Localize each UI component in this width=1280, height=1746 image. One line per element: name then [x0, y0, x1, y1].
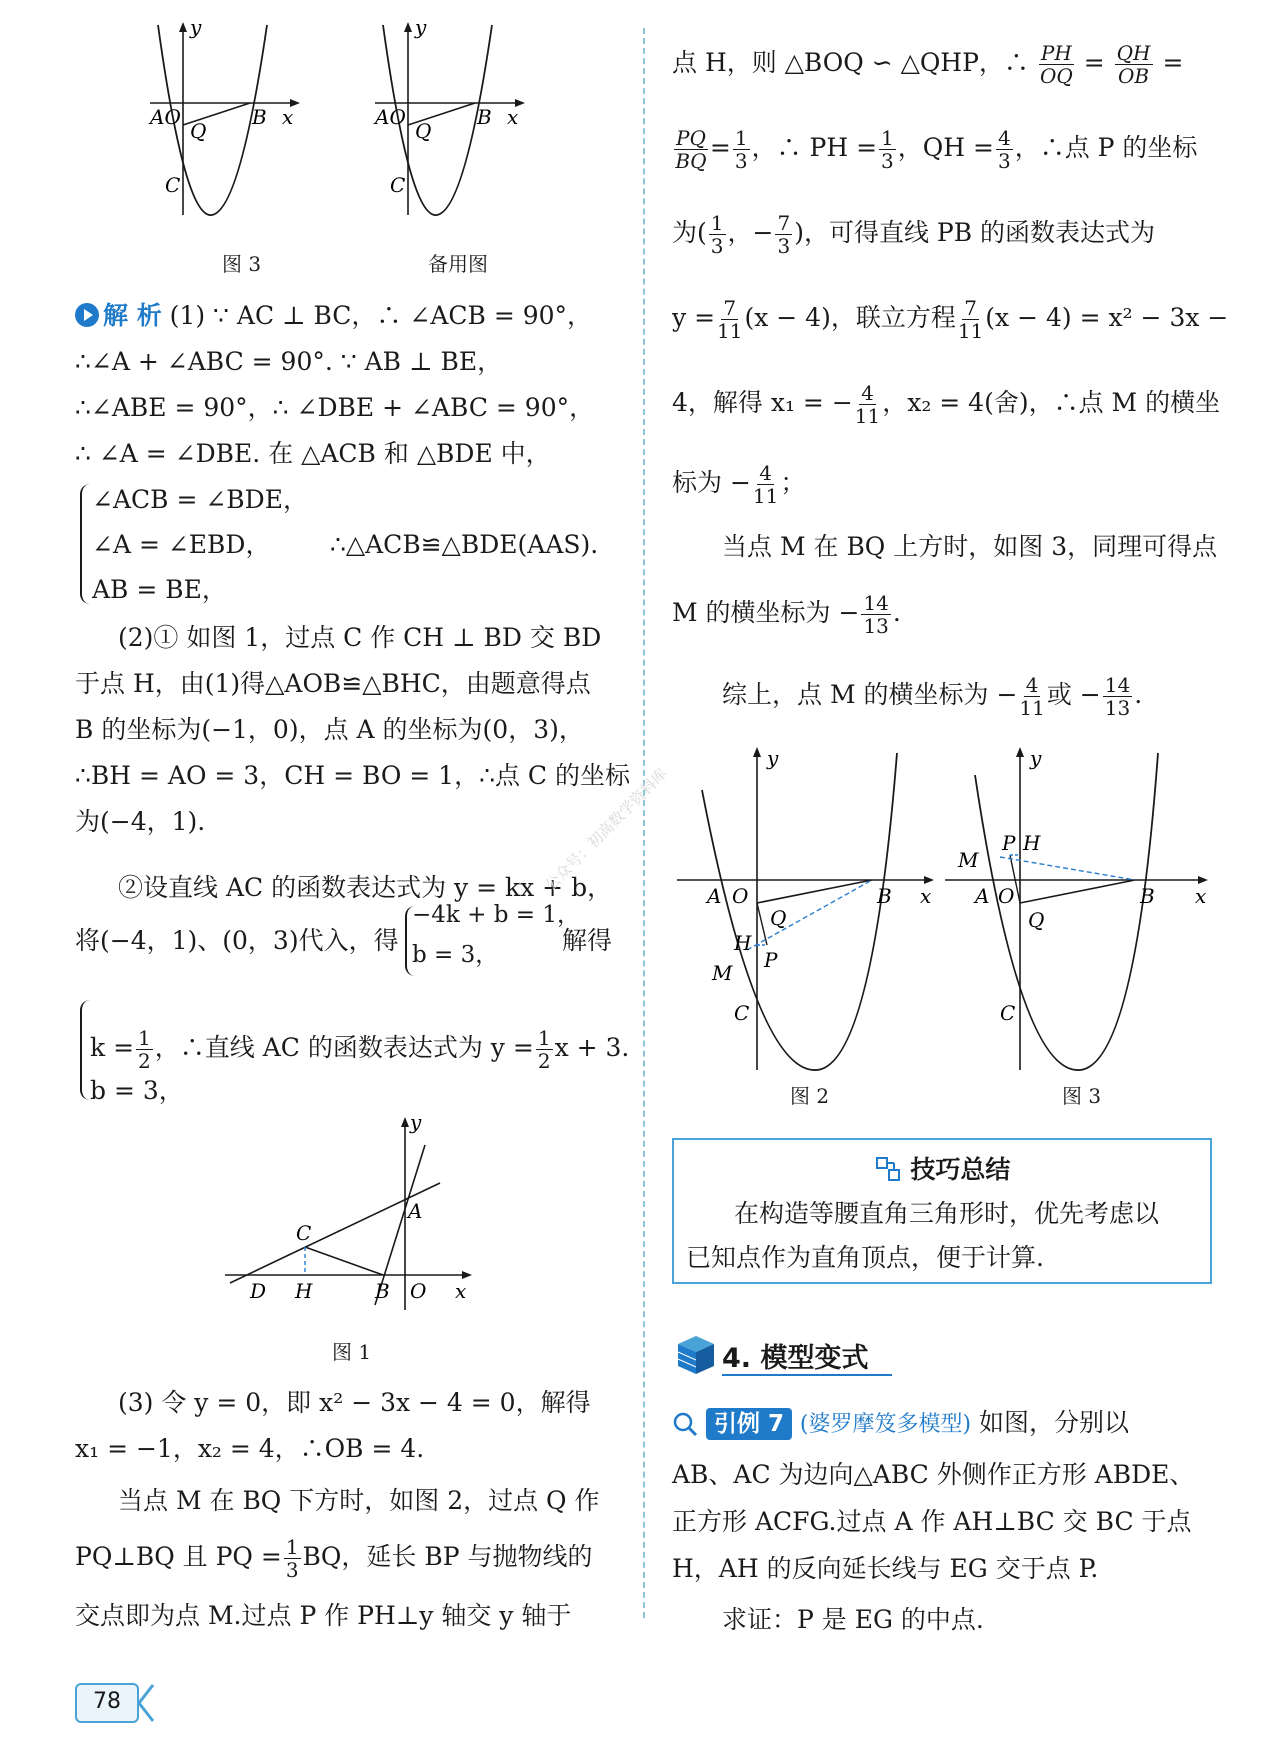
analysis-line-8: ∴BH = AO = 3，CH = BO = 1，∴点 C 的坐标: [75, 761, 630, 790]
right-line-2: [672, 125, 1197, 172]
figure-3-right: [940, 745, 1215, 1075]
right-line-3: [672, 210, 1155, 257]
den: 2: [537, 1049, 551, 1073]
text: x + 3.: [554, 1033, 630, 1062]
solution-line-2: b = 3，: [90, 1076, 184, 1105]
text: BQ，延长 BP 与抛物线的: [302, 1542, 593, 1571]
svg-text:x: x: [455, 1279, 467, 1303]
svg-text:C: C: [165, 173, 181, 197]
svg-text:C: C: [390, 173, 406, 197]
fraction-pq-bq: [674, 127, 708, 172]
den: 3: [285, 1558, 299, 1582]
text: (x − 4)，联立方程: [744, 303, 956, 332]
num: 1: [710, 211, 724, 235]
svg-text:P: P: [1002, 831, 1016, 855]
magnifier-icon: [672, 1411, 698, 1437]
den: 11: [1019, 696, 1045, 720]
right-line-6: [672, 460, 805, 507]
svg-text:x: x: [1195, 884, 1207, 908]
tips-icon: [874, 1155, 902, 1183]
figure-backup: [365, 20, 565, 240]
figure-2-caption: 图 2: [790, 1084, 830, 1108]
analysis-line-6: 于点 H，由(1)得△AOB≌△BHC，由题意得点: [75, 669, 591, 698]
system2-line-1: −4k + b = 1，: [412, 902, 580, 928]
den: 3: [997, 149, 1011, 173]
svg-text:Q: Q: [1028, 908, 1045, 932]
svg-text:H: H: [734, 931, 752, 955]
figure-3-right-caption: 图 3: [1062, 1084, 1102, 1108]
svg-text:y: y: [410, 1115, 422, 1134]
svg-text:B: B: [252, 105, 267, 129]
svg-text:x: x: [507, 105, 519, 129]
tips-line-1: 在构造等腰直角三角形时，优先考虑以: [734, 1199, 1160, 1228]
right-line-8: [672, 590, 901, 637]
svg-text:P: P: [764, 948, 778, 972]
system-line-3: AB = BE，: [92, 575, 227, 604]
analysis-line-2: ∴∠A + ∠ABC = 90°. ∵ AB ⊥ BE，: [75, 347, 503, 376]
text: 4，解得 x₁ = −: [672, 388, 853, 417]
equals: =: [709, 133, 731, 162]
num: PH: [1040, 41, 1072, 65]
system2-line-2: b = 3，: [412, 942, 499, 968]
svg-text:A: A: [975, 884, 990, 908]
fraction-1-3b: [879, 127, 896, 172]
text: 为(: [672, 218, 707, 247]
fraction-4-3: [996, 127, 1013, 172]
num: 14: [863, 591, 889, 615]
text: .: [892, 598, 901, 627]
svg-text:x: x: [282, 105, 294, 129]
page-tab-icon: [135, 1683, 155, 1723]
page-number: 78: [93, 1689, 121, 1714]
den: 3: [777, 234, 791, 258]
num: 4: [861, 381, 874, 405]
fraction-14-13b: [1103, 674, 1132, 719]
play-icon: [75, 303, 99, 327]
equals: =: [1162, 48, 1184, 77]
solve-word: 解得: [562, 926, 613, 955]
svg-text:H: H: [295, 1279, 313, 1303]
right-line-9: [722, 672, 1142, 719]
svg-text:C: C: [1000, 1001, 1016, 1025]
cube-icon: [672, 1330, 720, 1378]
text: ，QH =: [897, 133, 994, 162]
text: (1) ∵ AC ⊥ BC，∴ ∠ACB = 90°，: [169, 301, 593, 330]
analysis-line-15: [75, 1534, 593, 1581]
fraction-1-3: [733, 127, 750, 172]
analysis-line-4: ∴ ∠A = ∠DBE. 在 △ACB 和 △BDE 中，: [75, 439, 551, 468]
text: 或 −: [1046, 680, 1101, 709]
figure-3-caption: 图 3: [222, 252, 262, 276]
num: 4: [759, 461, 772, 485]
k-label: k =: [90, 1033, 135, 1062]
fraction-third: [284, 1536, 301, 1581]
text: ，−: [727, 218, 774, 247]
fraction-7-11: [717, 297, 742, 342]
text: 综上，点 M 的横坐标为 −: [722, 680, 1018, 709]
den: 11: [854, 404, 881, 428]
svg-text:D: D: [250, 1279, 267, 1303]
den: BQ: [675, 149, 707, 173]
num: 7: [723, 296, 737, 320]
svg-text:Q: Q: [770, 906, 787, 930]
text: ，∴点 P 的坐标: [1014, 133, 1198, 162]
figure-backup-caption: 备用图: [428, 252, 488, 276]
svg-text:x: x: [920, 884, 932, 908]
solution-line-1: [90, 1025, 629, 1072]
text: PQ⊥BQ 且 PQ =: [75, 1542, 282, 1571]
num: 7: [777, 211, 791, 235]
figure-1: [220, 1115, 490, 1315]
text: )，可得直线 PB 的函数表达式为: [794, 218, 1156, 247]
section-heading: [672, 1330, 892, 1380]
analysis-line-16: 交点即为点 M.过点 P 作 PH⊥y 轴交 y 轴于: [75, 1601, 572, 1630]
svg-text:M: M: [958, 848, 979, 872]
example-line-1: [672, 1400, 1129, 1447]
text: 点 H，则 △BOQ ∽ △QHP，∴: [672, 48, 1029, 77]
svg-text:A: A: [408, 1199, 423, 1223]
tips-title-text: 技巧总结: [910, 1155, 1011, 1184]
column-divider: [643, 28, 645, 1618]
svg-text:y: y: [1030, 746, 1042, 770]
num: 7: [964, 296, 977, 320]
fraction-half-2: [536, 1027, 553, 1072]
system-line-1: ∠ACB = ∠BDE，: [92, 485, 308, 514]
svg-text:AO: AO: [150, 105, 181, 129]
figure-2: [672, 745, 942, 1075]
text: (x − 4) = x² − 3x −: [985, 303, 1229, 332]
fraction-half: [136, 1027, 153, 1072]
svg-text:y: y: [415, 20, 427, 39]
num: 1: [537, 1026, 551, 1050]
fraction-qh-ob: [1115, 42, 1153, 87]
fraction-7-3: [775, 212, 792, 257]
example-line-2: AB、AC 为边向△ABC 外侧作正方形 ABDE、: [672, 1460, 1195, 1489]
text: 如图，分别以: [979, 1408, 1130, 1437]
system-brace: [80, 484, 92, 604]
text: ；: [780, 468, 806, 497]
svg-text:O: O: [410, 1279, 427, 1303]
fraction-ph-oq: [1039, 42, 1074, 87]
text: M 的横坐标为 −: [672, 598, 860, 627]
fraction-7-11b: [958, 297, 983, 342]
analysis-line-1: [75, 293, 592, 338]
watermark: 公众号：初高数学资料库: [541, 764, 671, 895]
den: 13: [863, 614, 889, 638]
num: QH: [1116, 41, 1151, 65]
solution-brace: [80, 1000, 90, 1100]
svg-text:H: H: [1023, 831, 1041, 855]
right-line-4: [672, 295, 1228, 342]
num: 1: [285, 1535, 299, 1559]
svg-text:M: M: [712, 961, 733, 985]
text: 将(−4，1)、(0，3)代入，得: [75, 926, 399, 955]
svg-text:B: B: [877, 884, 892, 908]
tips-box: [672, 1138, 1212, 1284]
den: 2: [138, 1049, 151, 1073]
num: 4: [1025, 673, 1039, 697]
section-underline: [722, 1374, 892, 1376]
analysis-line-14: 当点 M 在 BQ 下方时，如图 2，过点 Q 作: [118, 1486, 600, 1515]
text: y =: [672, 303, 716, 332]
text: ，∴ PH =: [751, 133, 878, 162]
svg-text:y: y: [190, 20, 202, 39]
text: ，∴直线 AC 的函数表达式为 y =: [154, 1033, 534, 1062]
example-line-3: 正方形 ACFG.过点 A 作 AH⊥BC 交 BC 于点: [672, 1507, 1192, 1536]
den: 13: [1104, 696, 1131, 720]
figure-1-caption: 图 1: [332, 1340, 372, 1364]
svg-text:Q: Q: [415, 119, 432, 143]
num: 1: [138, 1026, 151, 1050]
svg-text:A: A: [707, 884, 722, 908]
num: PQ: [676, 126, 706, 150]
num: 4: [997, 126, 1011, 150]
svg-text:B: B: [1140, 884, 1155, 908]
figure-3-top: [140, 20, 340, 240]
svg-text:C: C: [734, 1001, 750, 1025]
analysis-line-10: ②设直线 AC 的函数表达式为 y = kx + b，: [118, 873, 613, 902]
tips-title: [674, 1150, 1210, 1186]
den: 11: [957, 319, 984, 343]
tips-line-2: 已知点作为直角顶点，便于计算.: [686, 1243, 1044, 1272]
svg-text:Q: Q: [190, 119, 207, 143]
analysis-label: 解 析: [103, 301, 162, 330]
analysis-line-7: B 的坐标为(−1，0)，点 A 的坐标为(0，3)，: [75, 715, 584, 744]
section-title: 4. 模型变式: [722, 1343, 869, 1374]
text: .: [1134, 680, 1143, 709]
page-number-tab: [75, 1683, 153, 1723]
analysis-line-12: (3) 令 y = 0，即 x² − 3x − 4 = 0，解得: [118, 1388, 591, 1417]
den: OQ: [1039, 64, 1073, 88]
den: 3: [881, 149, 894, 173]
analysis-line-3: ∴∠ABE = 90°，∴ ∠DBE + ∠ABC = 90°，: [75, 393, 595, 422]
system-conclusion: ∴△ACB≌△BDE(AAS).: [330, 530, 599, 559]
num: 1: [734, 126, 748, 150]
fraction-4-11b: [753, 462, 778, 507]
example-line-5: 求证：P 是 EG 的中点.: [722, 1605, 984, 1634]
fraction-14-13: [861, 592, 890, 637]
den: 3: [710, 234, 724, 258]
svg-text:C: C: [296, 1221, 312, 1245]
text: 标为 −: [672, 468, 751, 497]
den: 11: [717, 319, 743, 343]
svg-text:O: O: [998, 884, 1015, 908]
analysis-line-9: 为(−4，1).: [75, 807, 206, 836]
den: OB: [1118, 64, 1150, 88]
analysis-line-11: [75, 918, 399, 963]
den: 3: [734, 149, 748, 173]
svg-text:O: O: [732, 884, 749, 908]
example-line-4: H，AH 的反向延长线与 EG 交于点 P.: [672, 1554, 1099, 1583]
den: 11: [752, 484, 779, 508]
num: 14: [1104, 673, 1131, 697]
example-tag: 引例 7: [706, 1408, 792, 1440]
svg-text:B: B: [477, 105, 492, 129]
right-line-7: 当点 M 在 BQ 上方时，如图 3，同理可得点: [722, 532, 1218, 561]
right-line-1: [672, 40, 1183, 87]
svg-text:y: y: [767, 746, 779, 770]
equals: =: [1083, 48, 1105, 77]
svg-text:AO: AO: [375, 105, 406, 129]
svg-text:B: B: [375, 1279, 390, 1303]
num: 1: [881, 126, 894, 150]
system-line-2: ∠A = ∠EBD，: [92, 530, 271, 559]
analysis-line-5: (2)① 如图 1，过点 C 作 CH ⊥ BD 交 BD: [118, 623, 602, 652]
example-subtitle: (婆罗摩笈多模型): [799, 1412, 972, 1437]
right-line-5: [672, 380, 1220, 427]
text: ，x₂ = 4(舍)，∴点 M 的横坐: [882, 388, 1221, 417]
fraction-1-3c: [709, 212, 726, 257]
fraction-4-11: [855, 382, 880, 427]
analysis-line-13: x₁ = −1，x₂ = 4，∴OB = 4.: [75, 1434, 425, 1463]
fraction-4-11c: [1019, 674, 1044, 719]
